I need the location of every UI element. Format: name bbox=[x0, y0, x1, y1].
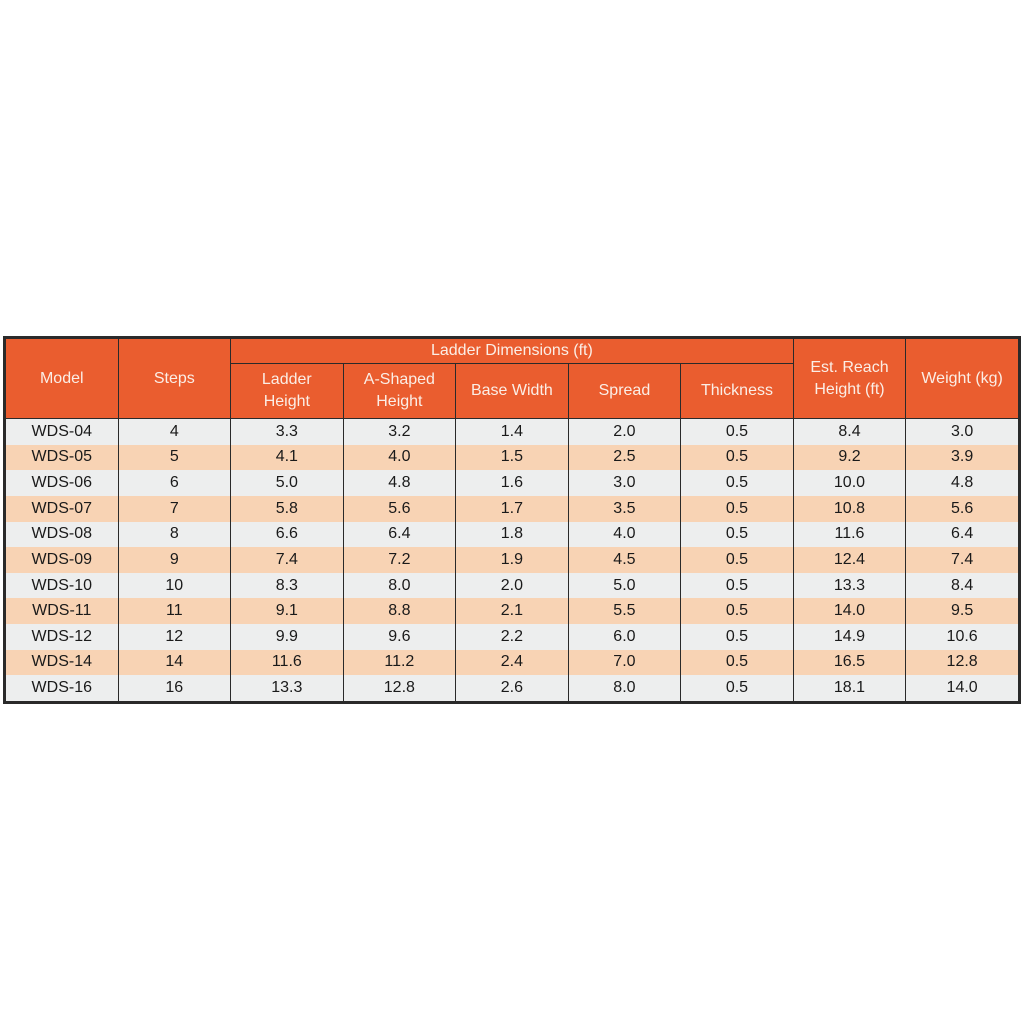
cell-reach-height: 10.0 bbox=[793, 470, 906, 496]
table-row bbox=[6, 470, 1019, 496]
header-ladder-dimensions: Ladder Dimensions (ft) bbox=[231, 339, 794, 364]
cell-thickness: 0.5 bbox=[681, 675, 794, 701]
cell-weight: 7.4 bbox=[906, 547, 1019, 573]
cell-reach-height: 16.5 bbox=[793, 650, 906, 676]
header-steps: Steps bbox=[118, 339, 231, 419]
cell-a-shaped-height: 11.2 bbox=[343, 650, 456, 676]
header-spread: Spread bbox=[568, 364, 681, 419]
cell-a-shaped-height: 4.8 bbox=[343, 470, 456, 496]
cell-spread: 2.5 bbox=[568, 445, 681, 471]
cell-ladder-height: 6.6 bbox=[231, 522, 344, 548]
header-reach-height bbox=[793, 339, 906, 419]
header-reach-line-1: Est. Reach bbox=[810, 358, 889, 376]
table-body bbox=[6, 419, 1019, 702]
cell-reach-height: 14.9 bbox=[793, 624, 906, 650]
cell-model: WDS-08 bbox=[6, 522, 119, 548]
cell-model: WDS-06 bbox=[6, 470, 119, 496]
cell-model: WDS-12 bbox=[6, 624, 119, 650]
cell-ladder-height: 7.4 bbox=[231, 547, 344, 573]
table-row bbox=[6, 522, 1019, 548]
cell-steps: 9 bbox=[118, 547, 231, 573]
cell-steps: 7 bbox=[118, 496, 231, 522]
table-row bbox=[6, 675, 1019, 701]
cell-a-shaped-height: 6.4 bbox=[343, 522, 456, 548]
cell-steps: 14 bbox=[118, 650, 231, 676]
cell-reach-height: 14.0 bbox=[793, 598, 906, 624]
cell-steps: 16 bbox=[118, 675, 231, 701]
cell-thickness: 0.5 bbox=[681, 547, 794, 573]
cell-spread: 6.0 bbox=[568, 624, 681, 650]
table-row bbox=[6, 573, 1019, 599]
cell-reach-height: 10.8 bbox=[793, 496, 906, 522]
header-a-shaped-height bbox=[343, 364, 456, 419]
cell-thickness: 0.5 bbox=[681, 496, 794, 522]
header-weight: Weight (kg) bbox=[906, 339, 1019, 419]
cell-ladder-height: 4.1 bbox=[231, 445, 344, 471]
cell-weight: 14.0 bbox=[906, 675, 1019, 701]
cell-thickness: 0.5 bbox=[681, 522, 794, 548]
table-row bbox=[6, 496, 1019, 522]
cell-ladder-height: 3.3 bbox=[231, 419, 344, 445]
cell-thickness: 0.5 bbox=[681, 573, 794, 599]
cell-spread: 3.5 bbox=[568, 496, 681, 522]
cell-spread: 7.0 bbox=[568, 650, 681, 676]
cell-ladder-height: 13.3 bbox=[231, 675, 344, 701]
table-header bbox=[6, 339, 1019, 419]
ladder-spec-table bbox=[5, 338, 1019, 702]
cell-a-shaped-height: 4.0 bbox=[343, 445, 456, 471]
table-row bbox=[6, 419, 1019, 445]
header-thickness: Thickness bbox=[681, 364, 794, 419]
cell-thickness: 0.5 bbox=[681, 470, 794, 496]
cell-base-width: 1.4 bbox=[456, 419, 569, 445]
cell-reach-height: 13.3 bbox=[793, 573, 906, 599]
cell-steps: 4 bbox=[118, 419, 231, 445]
cell-weight: 5.6 bbox=[906, 496, 1019, 522]
ladder-spec-table-frame bbox=[3, 336, 1021, 704]
cell-base-width: 2.2 bbox=[456, 624, 569, 650]
header-a-shaped-line-1: A-Shaped bbox=[363, 371, 435, 388]
table-row bbox=[6, 547, 1019, 573]
table-row bbox=[6, 445, 1019, 471]
header-ladder-height-line-1: Ladder bbox=[261, 371, 312, 388]
cell-ladder-height: 9.1 bbox=[231, 598, 344, 624]
cell-model: WDS-16 bbox=[6, 675, 119, 701]
header-reach-line-2: Height (ft) bbox=[814, 380, 885, 398]
cell-spread: 3.0 bbox=[568, 470, 681, 496]
cell-weight: 8.4 bbox=[906, 573, 1019, 599]
table-row bbox=[6, 598, 1019, 624]
table-row bbox=[6, 624, 1019, 650]
cell-a-shaped-height: 8.8 bbox=[343, 598, 456, 624]
cell-model: WDS-14 bbox=[6, 650, 119, 676]
header-base-width: Base Width bbox=[456, 364, 569, 419]
cell-spread: 5.5 bbox=[568, 598, 681, 624]
cell-weight: 6.4 bbox=[906, 522, 1019, 548]
cell-thickness: 0.5 bbox=[681, 419, 794, 445]
cell-reach-height: 8.4 bbox=[793, 419, 906, 445]
cell-base-width: 2.1 bbox=[456, 598, 569, 624]
cell-model: WDS-04 bbox=[6, 419, 119, 445]
cell-weight: 9.5 bbox=[906, 598, 1019, 624]
cell-a-shaped-height: 12.8 bbox=[343, 675, 456, 701]
cell-steps: 11 bbox=[118, 598, 231, 624]
cell-spread: 4.5 bbox=[568, 547, 681, 573]
cell-model: WDS-09 bbox=[6, 547, 119, 573]
cell-model: WDS-05 bbox=[6, 445, 119, 471]
cell-base-width: 1.8 bbox=[456, 522, 569, 548]
cell-base-width: 1.6 bbox=[456, 470, 569, 496]
cell-weight: 4.8 bbox=[906, 470, 1019, 496]
cell-base-width: 1.5 bbox=[456, 445, 569, 471]
cell-ladder-height: 5.8 bbox=[231, 496, 344, 522]
cell-spread: 4.0 bbox=[568, 522, 681, 548]
cell-steps: 8 bbox=[118, 522, 231, 548]
cell-weight: 3.0 bbox=[906, 419, 1019, 445]
cell-reach-height: 9.2 bbox=[793, 445, 906, 471]
cell-steps: 6 bbox=[118, 470, 231, 496]
cell-reach-height: 11.6 bbox=[793, 522, 906, 548]
cell-thickness: 0.5 bbox=[681, 445, 794, 471]
header-ladder-height-line-2: Height bbox=[263, 393, 310, 410]
cell-base-width: 2.6 bbox=[456, 675, 569, 701]
header-a-shaped-line-2: Height bbox=[376, 393, 423, 410]
cell-ladder-height: 9.9 bbox=[231, 624, 344, 650]
cell-spread: 8.0 bbox=[568, 675, 681, 701]
cell-base-width: 2.0 bbox=[456, 573, 569, 599]
cell-spread: 2.0 bbox=[568, 419, 681, 445]
cell-model: WDS-10 bbox=[6, 573, 119, 599]
cell-thickness: 0.5 bbox=[681, 624, 794, 650]
cell-ladder-height: 8.3 bbox=[231, 573, 344, 599]
header-model: Model bbox=[6, 339, 119, 419]
cell-weight: 3.9 bbox=[906, 445, 1019, 471]
cell-a-shaped-height: 3.2 bbox=[343, 419, 456, 445]
cell-weight: 10.6 bbox=[906, 624, 1019, 650]
cell-a-shaped-height: 7.2 bbox=[343, 547, 456, 573]
header-ladder-height bbox=[231, 364, 344, 419]
cell-a-shaped-height: 8.0 bbox=[343, 573, 456, 599]
cell-reach-height: 18.1 bbox=[793, 675, 906, 701]
cell-base-width: 1.7 bbox=[456, 496, 569, 522]
cell-ladder-height: 11.6 bbox=[231, 650, 344, 676]
table-row bbox=[6, 650, 1019, 676]
cell-reach-height: 12.4 bbox=[793, 547, 906, 573]
cell-model: WDS-07 bbox=[6, 496, 119, 522]
cell-thickness: 0.5 bbox=[681, 598, 794, 624]
cell-weight: 12.8 bbox=[906, 650, 1019, 676]
cell-base-width: 1.9 bbox=[456, 547, 569, 573]
cell-a-shaped-height: 5.6 bbox=[343, 496, 456, 522]
cell-a-shaped-height: 9.6 bbox=[343, 624, 456, 650]
cell-steps: 10 bbox=[118, 573, 231, 599]
cell-base-width: 2.4 bbox=[456, 650, 569, 676]
cell-spread: 5.0 bbox=[568, 573, 681, 599]
cell-steps: 5 bbox=[118, 445, 231, 471]
cell-steps: 12 bbox=[118, 624, 231, 650]
cell-thickness: 0.5 bbox=[681, 650, 794, 676]
cell-model: WDS-11 bbox=[6, 598, 119, 624]
cell-ladder-height: 5.0 bbox=[231, 470, 344, 496]
